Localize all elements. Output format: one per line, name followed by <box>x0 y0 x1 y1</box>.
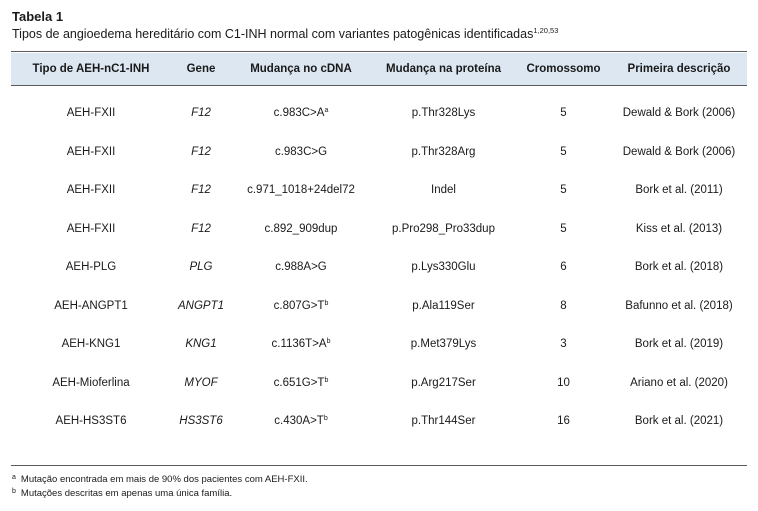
cell-cdna <box>231 210 371 249</box>
cell-gene-text: HS3ST6 <box>179 415 223 428</box>
cell-gene-text: MYOF <box>184 376 218 389</box>
cell-chromosome <box>516 248 611 287</box>
cell-protein <box>371 402 516 441</box>
variants-table <box>11 53 747 441</box>
table-row <box>11 364 747 403</box>
cell-type <box>11 171 171 210</box>
cell-type-text: AEH-HS3ST6 <box>55 415 127 428</box>
cell-gene <box>171 171 231 210</box>
cell-first-description-text: Bork et al. (2019) <box>634 338 724 351</box>
cell-gene <box>171 364 231 403</box>
cell-first-description-text: Bork et al. (2011) <box>635 184 723 197</box>
cell-gene-text: F12 <box>191 107 211 120</box>
cell-first-description-text: Kiss et al. (2013) <box>635 222 723 235</box>
cell-cdna-text: c.983C>G <box>274 145 328 158</box>
cell-protein-text: p.Arg217Ser <box>411 376 476 389</box>
cell-cdna-text: c.988A>G <box>275 261 327 274</box>
cell-first-description <box>611 325 747 364</box>
footnote-b <box>12 488 232 499</box>
cell-gene-text: ANGPT1 <box>177 299 224 312</box>
table-row <box>11 133 747 172</box>
cell-protein-text: p.Met379Lys <box>410 338 477 351</box>
cell-type-text: AEH-PLG <box>65 261 117 274</box>
table-bottom-rule <box>11 465 747 466</box>
cell-cdna-text: c.971_1018+24del72 <box>247 184 355 197</box>
cdna-note-mark: b <box>323 415 328 423</box>
table-subtitle <box>12 27 558 41</box>
cell-cdna-text: c.651G>T <box>273 376 325 389</box>
cdna-note-mark: b <box>326 338 331 346</box>
cell-protein-text: p.Ala119Ser <box>412 299 475 312</box>
cdna-note-mark: b <box>324 376 329 384</box>
cell-gene <box>171 248 231 287</box>
cell-protein <box>371 86 516 133</box>
table-row <box>11 86 747 133</box>
cell-cdna <box>231 133 371 172</box>
cell-chromosome <box>516 364 611 403</box>
cell-type-text: AEH-FXII <box>66 145 116 158</box>
cell-chromosome <box>516 210 611 249</box>
cell-gene-text: PLG <box>189 261 213 274</box>
table-row <box>11 402 747 441</box>
cell-protein <box>371 287 516 326</box>
cell-gene <box>171 402 231 441</box>
cell-type-text: AEH-FXII <box>66 184 116 197</box>
cell-chromosome <box>516 287 611 326</box>
cell-first-description <box>611 248 747 287</box>
cell-chromosome-text: 10 <box>557 376 570 389</box>
cell-cdna-text: c.983C>A <box>273 107 325 120</box>
cell-chromosome <box>516 133 611 172</box>
cell-chromosome <box>516 86 611 133</box>
cell-gene <box>171 133 231 172</box>
cell-gene <box>171 287 231 326</box>
cell-chromosome-text: 6 <box>560 261 567 274</box>
cell-chromosome-text: 16 <box>557 415 570 428</box>
cell-first-description-text: Dewald & Bork (2006) <box>622 145 736 158</box>
cell-protein <box>371 210 516 249</box>
cell-first-description <box>611 171 747 210</box>
cell-protein-text: p.Thr328Arg <box>411 145 476 158</box>
cell-protein <box>371 325 516 364</box>
cdna-note-mark: a <box>324 107 329 115</box>
column-header-gene: Gene <box>171 53 231 86</box>
cell-protein <box>371 248 516 287</box>
cell-type <box>11 86 171 133</box>
cell-cdna <box>231 287 371 326</box>
cell-protein <box>371 364 516 403</box>
cell-gene-text: F12 <box>191 222 211 235</box>
cell-cdna-text: c.892_909dup <box>264 222 338 235</box>
cell-protein-text: p.Thr144Ser <box>411 415 476 428</box>
cell-chromosome <box>516 325 611 364</box>
table-top-rule <box>11 51 747 52</box>
cell-protein-text: p.Thr328Lys <box>411 107 476 120</box>
cell-gene-text: F12 <box>191 184 211 197</box>
cell-gene <box>171 325 231 364</box>
cell-first-description <box>611 210 747 249</box>
cell-cdna <box>231 402 371 441</box>
cell-type-text: AEH-FXII <box>66 107 116 120</box>
cell-chromosome <box>516 171 611 210</box>
cell-protein <box>371 133 516 172</box>
cell-cdna-text: c.430A>T <box>274 415 324 428</box>
cell-type <box>11 287 171 326</box>
footnote-mark: b <box>12 488 16 495</box>
subtitle-references: 1,20,53 <box>533 26 559 35</box>
cell-cdna <box>231 364 371 403</box>
footnote-mark: a <box>12 474 16 481</box>
cell-type <box>11 402 171 441</box>
cell-chromosome-text: 3 <box>560 338 567 351</box>
column-header-first-description: Primeira descrição <box>611 53 747 86</box>
table-row <box>11 325 747 364</box>
cell-type-text: AEH-Mioferlina <box>52 376 130 389</box>
cell-first-description <box>611 402 747 441</box>
cell-cdna <box>231 248 371 287</box>
cell-first-description <box>611 133 747 172</box>
cell-cdna <box>231 171 371 210</box>
cell-type <box>11 210 171 249</box>
column-header-cdna: Mudança no cDNA <box>231 53 371 86</box>
cell-first-description-text: Ariano et al. (2020) <box>630 376 728 389</box>
cell-type-text: AEH-FXII <box>66 222 116 235</box>
table-row <box>11 248 747 287</box>
cell-type <box>11 133 171 172</box>
table-row <box>11 287 747 326</box>
cell-gene-text: F12 <box>191 145 211 158</box>
cdna-note-mark: b <box>324 299 329 307</box>
table-row <box>11 171 747 210</box>
cell-type <box>11 364 171 403</box>
cell-chromosome-text: 8 <box>560 299 567 312</box>
cell-chromosome-text: 5 <box>560 184 567 197</box>
cell-chromosome <box>516 402 611 441</box>
cell-gene <box>171 86 231 133</box>
column-header-protein: Mudança na proteína <box>371 53 516 86</box>
cell-first-description-text: Bafunno et al. (2018) <box>625 299 733 312</box>
footnote-text: Mutação encontrada em mais de 90% dos pacientes com AEH-FXII. <box>20 474 308 485</box>
cell-first-description <box>611 364 747 403</box>
header-row <box>11 53 747 86</box>
cell-cdna-text: c.807G>T <box>273 299 325 312</box>
footnote-text: Mutações descritas em apenas uma única família. <box>20 488 233 499</box>
cell-chromosome-text: 5 <box>560 145 567 158</box>
cell-type <box>11 325 171 364</box>
cell-first-description-text: Bork et al. (2018) <box>634 261 724 274</box>
table-row <box>11 210 747 249</box>
cell-first-description <box>611 86 747 133</box>
cell-first-description-text: Bork et al. (2021) <box>634 415 724 428</box>
cell-cdna <box>231 86 371 133</box>
cell-first-description <box>611 287 747 326</box>
cell-protein-text: p.Lys330Glu <box>411 261 476 274</box>
cell-type-text: AEH-ANGPT1 <box>54 299 128 312</box>
cell-chromosome-text: 5 <box>560 107 567 120</box>
cell-cdna <box>231 325 371 364</box>
cell-gene-text: KNG1 <box>185 338 217 351</box>
column-header-type: Tipo de AEH-nC1-INH <box>11 53 171 86</box>
cell-type-text: AEH-KNG1 <box>61 338 121 351</box>
cell-protein-text: p.Pro298_Pro33dup <box>392 222 495 235</box>
footnote-a <box>12 474 308 485</box>
subtitle-text: Tipos de angioedema hereditário com C1-INH normal com variantes patogênicas identificadas <box>12 27 534 41</box>
cell-cdna-text: c.1136T>A <box>271 338 327 351</box>
cell-first-description-text: Dewald & Bork (2006) <box>622 107 736 120</box>
cell-protein-text: Indel <box>431 184 456 197</box>
cell-type <box>11 248 171 287</box>
table-title: Tabela 1 <box>12 9 64 24</box>
cell-chromosome-text: 5 <box>560 222 567 235</box>
cell-gene <box>171 210 231 249</box>
column-header-chromosome: Cromossomo <box>516 53 611 86</box>
cell-protein <box>371 171 516 210</box>
